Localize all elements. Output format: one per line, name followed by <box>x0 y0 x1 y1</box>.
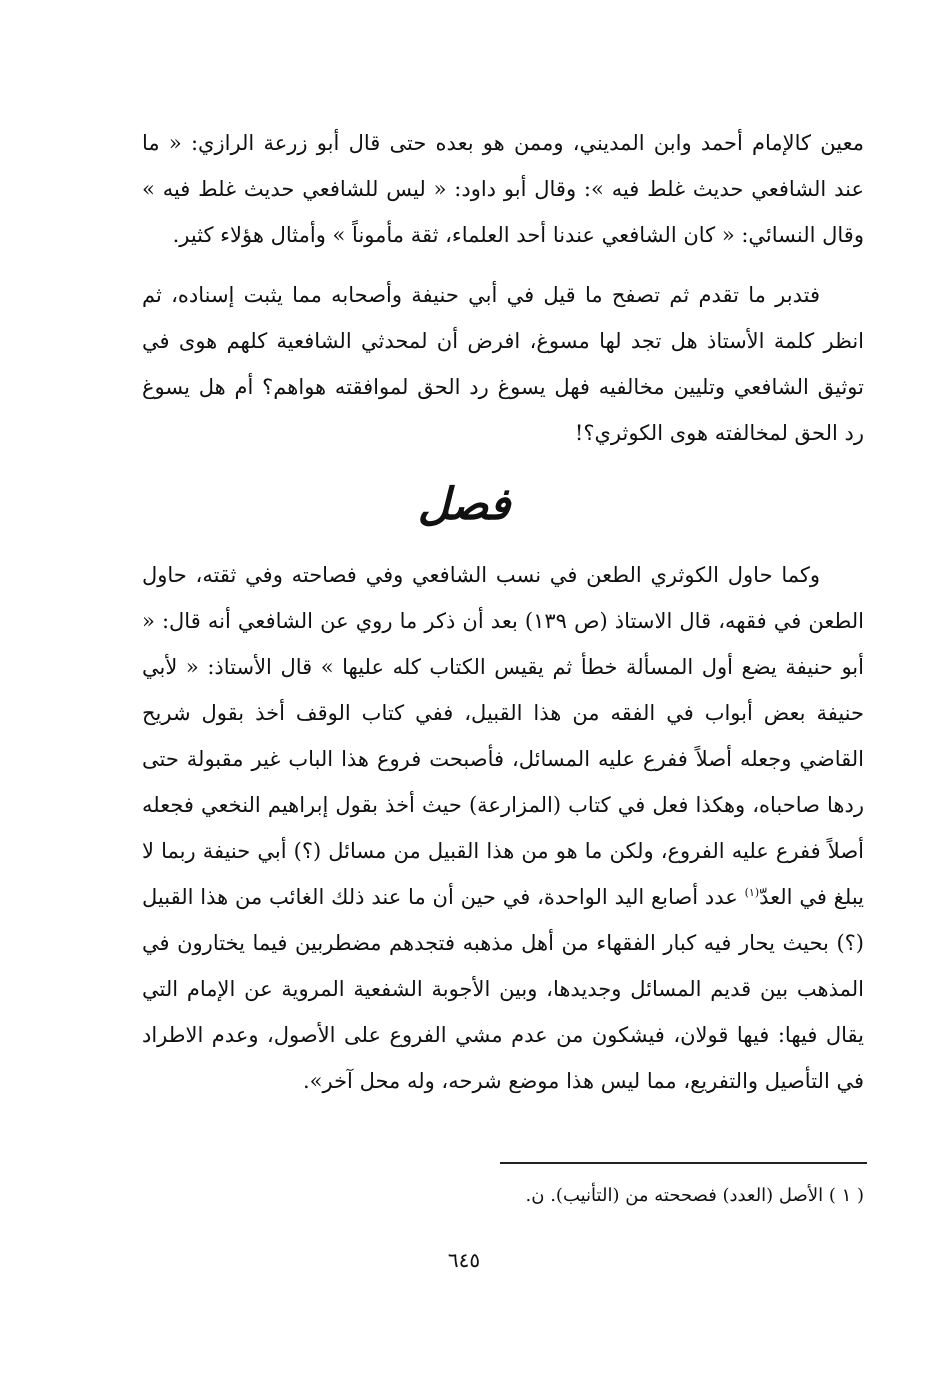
section-paragraph <box>142 552 864 1104</box>
page-number: ٦٤٥ <box>447 1248 481 1272</box>
paragraph-2-text: فتدبر ما تقدم ثم تصفح ما قيل في أبي حنيفة وأصحابه مما يثبت إسناده، ثم انظر كلمة الأستاذ هل تجد لها مسوغ، افرض أن لمحدثي الشافعية كلهم هوى في توثيق الشافعي وتليين مخالفيه فهل يسوغ رد الحق لموافقته هواهم؟ أم هل يسوغ رد الحق لمخالفته هوى الكوثري؟! <box>142 283 864 445</box>
paragraph-1 <box>142 120 864 258</box>
paragraph-1-text: معين كالإمام أحمد وابن المديني، وممن هو بعده حتى قال أبو زرعة الرازي: « ما عند الشافعي حديث غلط فيه »: وقال أبو داود: « ليس للشافعي حديث غلط فيه » وقال النسائي: « كان الشافعي عندنا أحد العلماء، ثقة مأموناً » وأمثال هؤلاء كثير. <box>142 131 864 247</box>
paragraph-2 <box>142 272 864 456</box>
section-paragraph-text <box>142 552 864 1104</box>
section-paragraph-part-1: وكما حاول الكوثري الطعن في نسب الشافعي وفي فصاحته وفي ثقته، حاول الطعن في فقهه، قال الاستاذ (ص ١٣٩) بعد أن ذكر ما روي عن الشافعي أنه قال: « أبو حنيفة يضع أول المسألة خطأ ثم يقيس الكتاب كله عليها » قال الأستاذ: « لأبي حنيفة بعض أبواب في الفقه من هذا القبيل، ففي كتاب الوقف أخذ بقول شريح القاضي وجعله أصلاً ففرع عليه المسائل، فأصبحت فروع هذا الباب غير مقبولة حتى ردها صاحباه، وهكذا فعل في كتاب (المزارعة) حيث أخذ بقول إبراهيم النخعي فجعله أصلاً ففرع عليه الفروع، ولكن ما هو من هذا القبيل من مسائل (؟) أبي حنيفة ربما لا يبلغ في العدّ <box>142 563 864 909</box>
footnote-separator <box>500 1162 867 1164</box>
footnote-marker: (١) <box>744 886 760 899</box>
footnote: ( ١ ) الأصل (العدد) فصححته من (التأنيب). ن. <box>525 1185 864 1206</box>
section-paragraph-part-2: عدد أصابع اليد الواحدة، في حين أن ما عند ذلك الغائب من هذا القبيل (؟) بحيث يحار فيه كبار الفقهاء من أهل مذهبه فتجدهم مضطربين فيما يختارون في المذهب بين قديم المسائل وجديدها، وبين الأجوبة الشفعية المروية عن الإمام التي يقال فيها: فيها قولان، فيشكون من عدم مشي الفروع على الأصول، وعدم الاطراد في التأصيل والتفريع، مما ليس هذا موضع شرحه، وله محل آخر». <box>142 885 864 1093</box>
section-heading: فصل <box>417 479 511 530</box>
